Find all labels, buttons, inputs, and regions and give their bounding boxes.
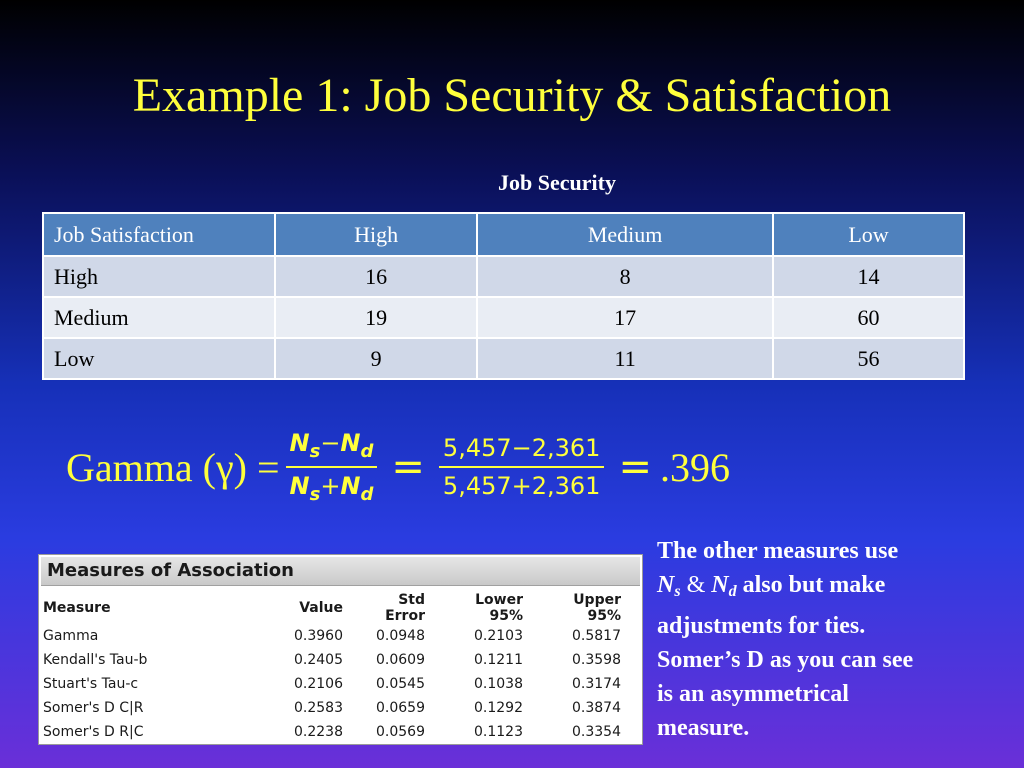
- column-group-label: Job Security: [498, 170, 616, 195]
- gamma-result: .396: [659, 444, 730, 490]
- note-line: adjustments for ties.: [657, 613, 866, 639]
- table-cell: 0.1123: [474, 724, 523, 740]
- table-cell: 8: [477, 256, 773, 297]
- equals-sign: =: [391, 444, 425, 490]
- crosstab-header-row: [43, 213, 964, 256]
- table-cell: 0.3174: [572, 676, 621, 692]
- table-cell: 60: [773, 297, 964, 338]
- table-row: [43, 696, 627, 720]
- header-low: Low: [773, 213, 964, 256]
- measures-of-association-panel: [38, 554, 643, 745]
- ns-subscript: s: [674, 583, 681, 600]
- numeric-numerator: 5,457−2,361: [439, 434, 605, 468]
- table-row: [43, 297, 964, 338]
- plus-operator: +: [320, 472, 341, 500]
- table-cell: 0.2106: [294, 676, 343, 692]
- table-cell: 19: [275, 297, 477, 338]
- table-row: [43, 672, 627, 696]
- ns-symbol: N: [657, 572, 675, 598]
- table-cell: 0.0948: [376, 628, 425, 644]
- table-cell: 0.0569: [376, 724, 425, 740]
- table-cell: 0.3960: [294, 628, 343, 644]
- table-row: [43, 624, 627, 648]
- table-cell: 0.2405: [294, 652, 343, 668]
- col-value: Value: [299, 600, 343, 616]
- ns-symbol: N: [289, 429, 310, 457]
- equals-sign: =: [618, 444, 652, 490]
- numeric-fraction: [439, 434, 605, 500]
- col-measure: Measure: [43, 600, 111, 616]
- table-row: [43, 256, 964, 297]
- table-cell: 17: [477, 297, 773, 338]
- ampersand: &: [686, 572, 706, 598]
- note-line: Somer’s D as you can see: [657, 647, 914, 673]
- nd-symbol: N: [711, 572, 729, 598]
- row-label: Medium: [43, 297, 275, 338]
- row-label: High: [43, 256, 275, 297]
- measure-name: Stuart's Tau-c: [43, 676, 139, 692]
- nd-symbol: N: [340, 429, 361, 457]
- crosstab-table: [42, 212, 965, 380]
- header-medium: Medium: [477, 213, 773, 256]
- measure-name: Somer's D R|C: [43, 724, 144, 740]
- table-cell: 0.3598: [572, 652, 621, 668]
- header-high: High: [275, 213, 477, 256]
- header-job-satisfaction: Job Satisfaction: [43, 213, 275, 256]
- ns-subscript: s: [309, 441, 321, 462]
- panel-title: Measures of Association: [41, 557, 640, 586]
- note-line: The other measures use: [657, 538, 899, 564]
- table-cell: 0.0609: [376, 652, 425, 668]
- table-cell: 11: [477, 338, 773, 379]
- table-cell: 0.0659: [376, 700, 425, 716]
- symbolic-denominator: [286, 468, 378, 505]
- nd-subscript: d: [360, 441, 374, 462]
- formula-lhs: Gamma (γ) =: [66, 444, 280, 490]
- symbolic-numerator: [286, 429, 378, 468]
- table-row: [43, 648, 627, 672]
- table-cell: 16: [275, 256, 477, 297]
- table-row: [43, 720, 627, 744]
- table-cell: 9: [275, 338, 477, 379]
- col-lower-95: Lower 95%: [475, 592, 523, 624]
- measure-name: Somer's D C|R: [43, 700, 144, 716]
- ns-subscript: s: [309, 484, 321, 505]
- table-cell: 0.1292: [474, 700, 523, 716]
- measures-header-row: [43, 592, 627, 624]
- slide-title: Example 1: Job Security & Satisfaction: [132, 69, 892, 122]
- col-std-error: Std Error: [385, 592, 425, 624]
- table-cell: 14: [773, 256, 964, 297]
- ns-symbol: N: [289, 472, 310, 500]
- measure-name: Gamma: [43, 628, 99, 644]
- nd-symbol: N: [340, 472, 361, 500]
- table-cell: 0.2238: [294, 724, 343, 740]
- note-text: also but make: [742, 572, 886, 598]
- table-cell: 0.1211: [474, 652, 523, 668]
- col-upper-95: Upper 95%: [573, 592, 621, 624]
- table-cell: 0.3354: [572, 724, 621, 740]
- numeric-denominator: 5,457+2,361: [442, 472, 601, 500]
- measure-name: Kendall's Tau-b: [43, 652, 148, 668]
- table-cell: 0.2583: [294, 700, 343, 716]
- measures-table: [43, 592, 627, 744]
- nd-subscript: d: [360, 484, 374, 505]
- table-cell: 56: [773, 338, 964, 379]
- table-row: [43, 338, 964, 379]
- explanation-note: [657, 534, 997, 745]
- note-line: is an asymmetrical: [657, 681, 849, 707]
- table-cell: 0.2103: [474, 628, 523, 644]
- note-line: [657, 568, 997, 609]
- gamma-formula: [66, 422, 730, 512]
- row-label: Low: [43, 338, 275, 379]
- table-cell: 0.5817: [572, 628, 621, 644]
- table-cell: 0.1038: [474, 676, 523, 692]
- table-cell: 0.0545: [376, 676, 425, 692]
- symbolic-fraction: [286, 429, 378, 505]
- table-cell: 0.3874: [572, 700, 621, 716]
- nd-subscript: d: [728, 583, 737, 600]
- minus-operator: −: [320, 429, 341, 457]
- note-line: measure.: [657, 715, 750, 741]
